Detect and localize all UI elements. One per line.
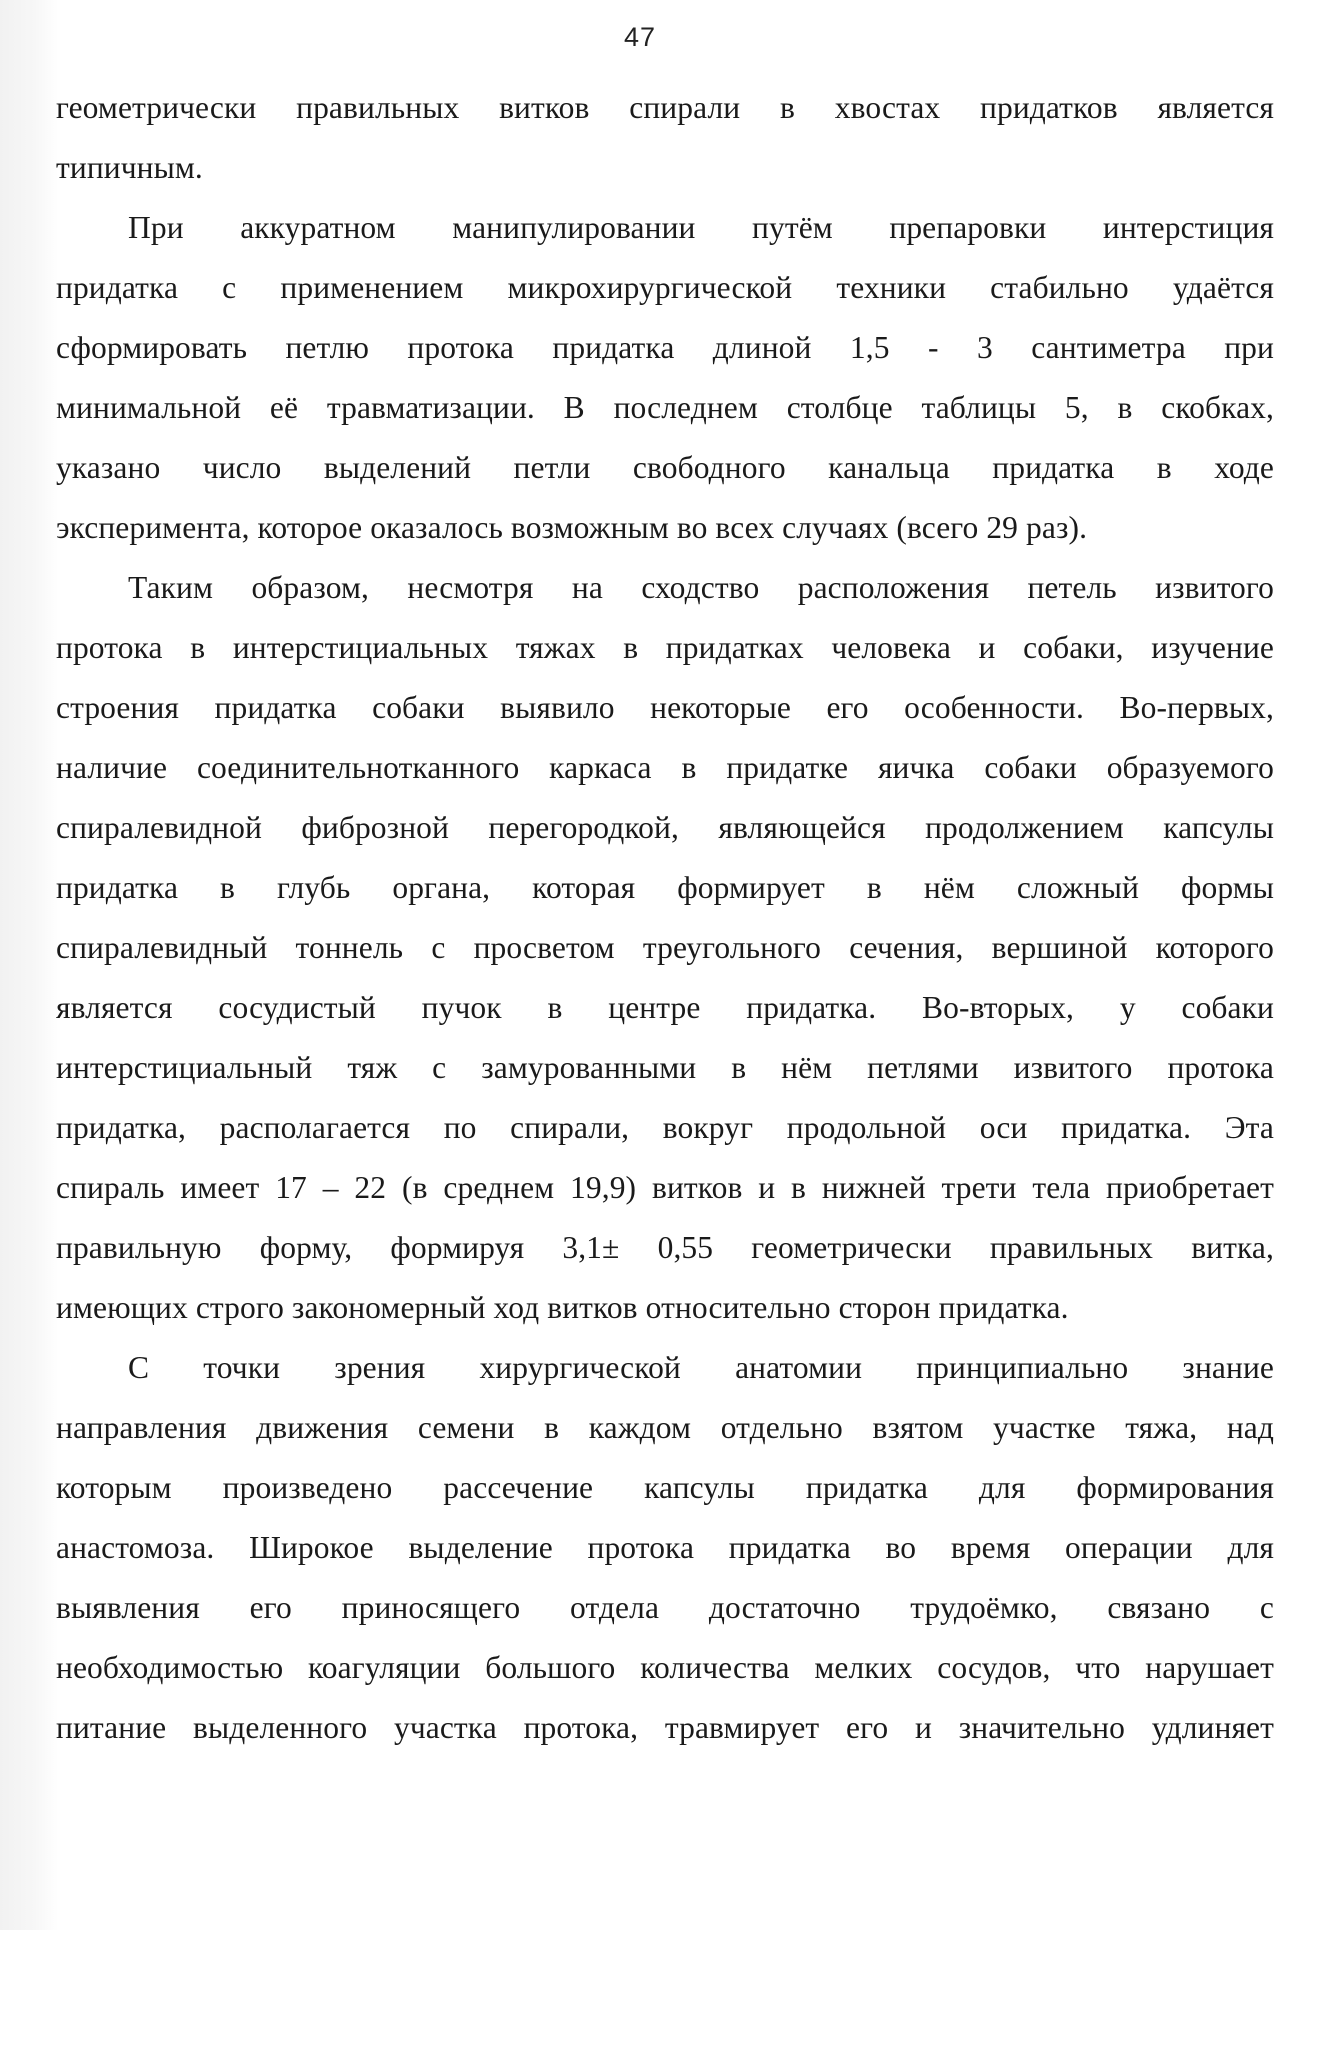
text-line: минимальной её травматизации. В последнем столбце таблицы 5, в скобках, <box>56 390 1274 425</box>
text-line: имеющих строго закономерный ход витков относительно сторон придатка. <box>56 1290 1069 1325</box>
text-line: спираль имеет 17 – 22 (в среднем 19,9) витков и в нижней трети тела приобретает <box>56 1170 1274 1205</box>
text-line: С точки зрения хирургической анатомии принципиально знание <box>128 1350 1274 1385</box>
body-text <box>56 78 1274 1758</box>
text-line: указано число выделений петли свободного канальца придатка в ходе <box>56 450 1274 485</box>
paragraph <box>56 558 1274 1338</box>
text-line: спиралевидный тоннель с просветом треугольного сечения, вершиной которого <box>56 930 1274 965</box>
text-line: анастомоза. Широкое выделение протока придатка во время операции для <box>56 1530 1274 1565</box>
text-line: придатка с применением микрохирургической техники стабильно удаётся <box>56 270 1274 305</box>
text-line: правильную форму, формируя 3,1± 0,55 геометрически правильных витка, <box>56 1230 1274 1265</box>
text-line: интерстициальный тяж с замурованными в нём петлями извитого протока <box>56 1050 1274 1085</box>
text-line: протока в интерстициальных тяжах в придатках человека и собаки, изучение <box>56 630 1274 665</box>
text-line: которым произведено рассечение капсулы придатка для формирования <box>56 1470 1274 1505</box>
text-line: спиралевидной фиброзной перегородкой, являющейся продолжением капсулы <box>56 810 1274 845</box>
text-line: наличие соединительнотканного каркаса в придатке яичка собаки образуемого <box>56 750 1274 785</box>
text-line: направления движения семени в каждом отдельно взятом участке тяжа, над <box>56 1410 1274 1445</box>
text-line: является сосудистый пучок в центре придатка. Во-вторых, у собаки <box>56 990 1274 1025</box>
text-line: необходимостью коагуляции большого количества мелких сосудов, что нарушает <box>56 1650 1274 1685</box>
paragraph <box>56 198 1274 558</box>
text-line: типичным. <box>56 150 203 185</box>
text-line: Таким образом, несмотря на сходство расположения петель извитого <box>128 570 1274 605</box>
text-line: сформировать петлю протока придатка длиной 1,5 - 3 сантиметра при <box>56 330 1274 365</box>
paragraph <box>56 78 1274 198</box>
text-line: строения придатка собаки выявило некоторые его особенности. Во-первых, <box>56 690 1274 725</box>
text-line: геометрически правильных витков спирали в хвостах придатков является <box>56 90 1274 125</box>
scan-shadow <box>0 0 58 1930</box>
text-line: эксперимента, которое оказалось возможным во всех случаях (всего 29 раз). <box>56 510 1088 545</box>
page-number: 47 <box>623 22 657 52</box>
text-line: выявления его приносящего отдела достаточно трудоёмко, связано с <box>56 1590 1274 1625</box>
text-line: питание выделенного участка протока, травмирует его и значительно удлиняет <box>56 1710 1274 1745</box>
paragraph <box>56 1338 1274 1758</box>
text-line: При аккуратном манипулировании путём препаровки интерстиция <box>128 210 1274 245</box>
text-line: придатка, располагается по спирали, вокруг продольной оси придатка. Эта <box>56 1110 1274 1145</box>
text-line: придатка в глубь органа, которая формирует в нём сложный формы <box>56 870 1274 905</box>
